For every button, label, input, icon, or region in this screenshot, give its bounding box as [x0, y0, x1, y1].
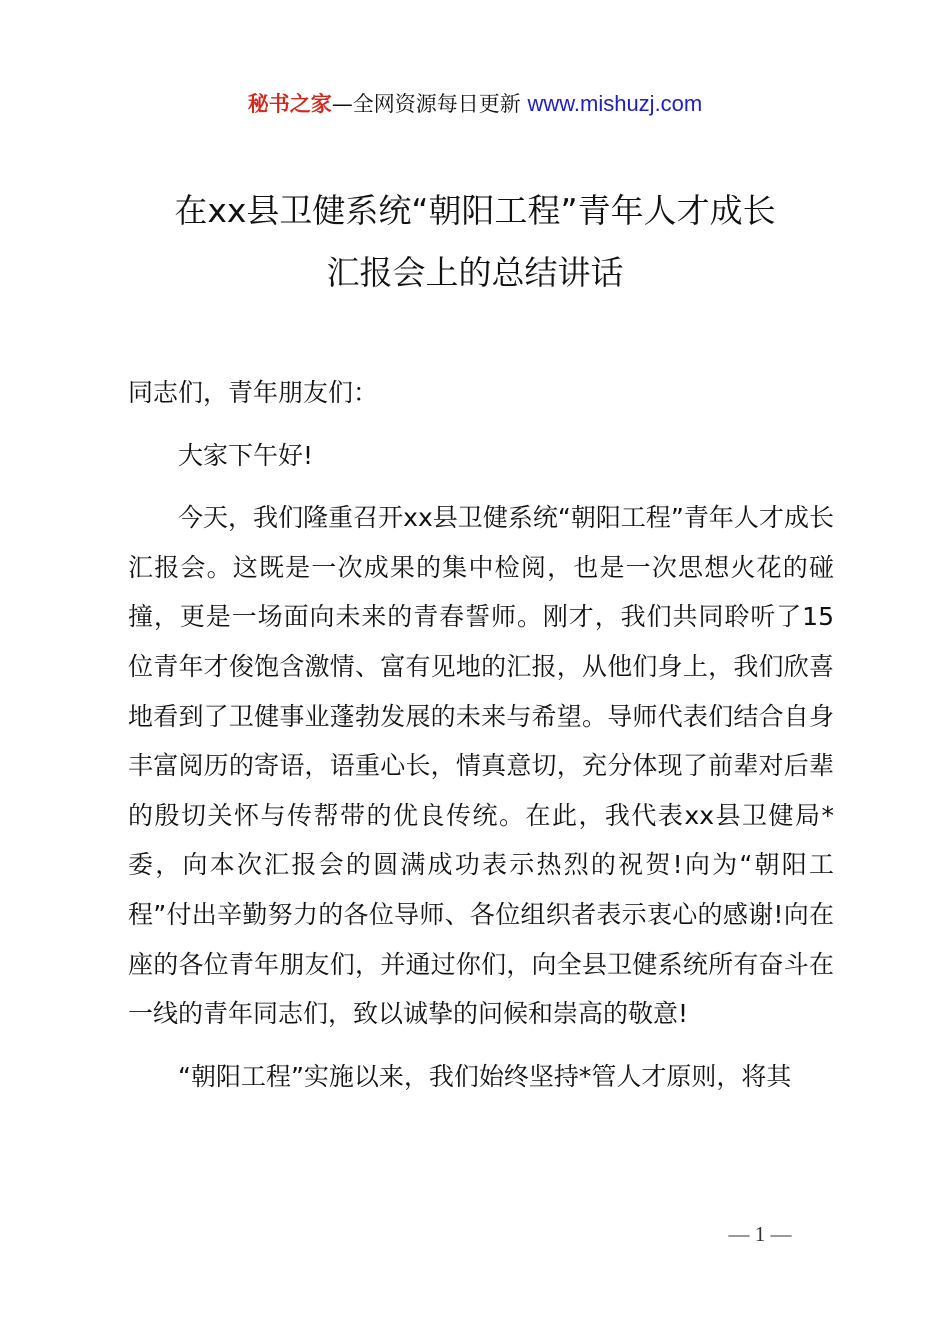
site-url-link[interactable]: www.mishuzj.com [527, 91, 703, 116]
paragraph-opening: 今天，我们隆重召开xx县卫健系统“朝阳工程”青年人才成长汇报会。这既是一次成果的集中检阅，也是一次思想火花的碰撞，更是一场面向未来的青春誓师。刚才，我们共同聆听了15位青年才俊饱含激情、富有见地的汇报，从他们身上，我们欣喜地看到了卫健事业蓬勃发展的未来与希望。导师代表们结合自身丰富阅历的寄语，语重心长，情真意切，充分体现了前辈对后辈的殷切关怀与传帮带的优良传统。在此，我代表xx县卫健局*委，向本次汇报会的圆满成功表示热烈的祝贺!向为“朝阳工程”付出辛勤努力的各位导师、各位组织者表示衷心的感谢!向在座的各位青年朋友们，并通过你们，向全县卫健系统所有奋斗在一线的青年同志们，致以诚挚的问候和崇高的敬意! [128, 503, 834, 1029]
site-header [0, 88, 950, 120]
title-line-2: 汇报会上的总结讲话 [326, 253, 624, 292]
paragraph-continuation: “朝阳工程”实施以来，我们始终坚持*管人才原则，将其 [178, 1061, 792, 1091]
document-body [128, 368, 834, 1114]
title-line-1: 在xx县卫健系统“朝阳工程”青年人才成长 [174, 191, 776, 230]
brand-name: 秘书之家 [247, 92, 332, 116]
header-tagline: —全网资源每日更新 [331, 92, 521, 116]
paragraph-greeting: 大家下午好! [178, 440, 314, 470]
salutation: 同志们，青年朋友们： [128, 378, 379, 407]
document-title [100, 180, 850, 304]
page-number: — 1 — [728, 1222, 792, 1246]
